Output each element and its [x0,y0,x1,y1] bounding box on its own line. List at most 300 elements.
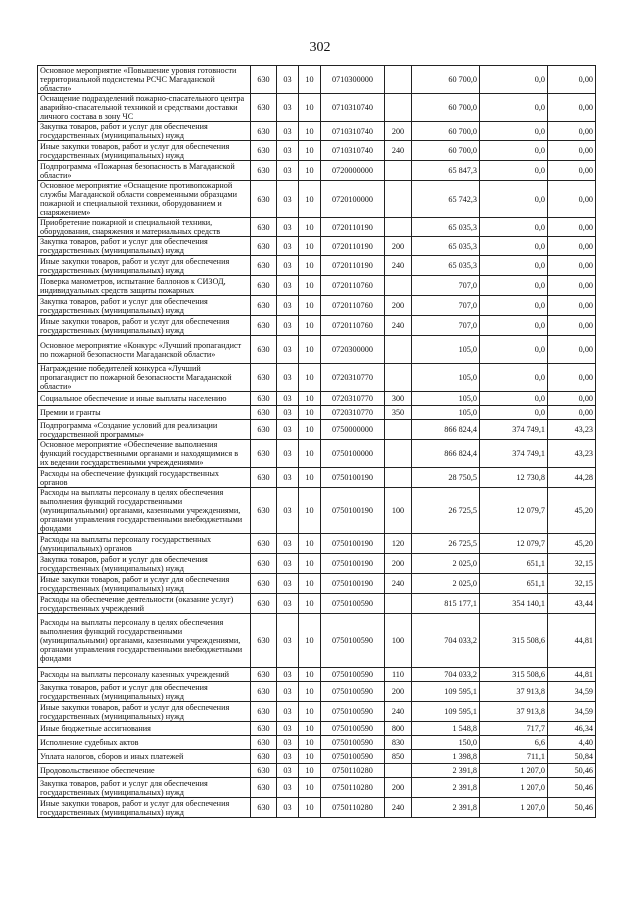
expense-type-code: 240 [385,256,412,276]
approved-amount: 60 700,0 [412,94,480,122]
table-row [38,468,596,488]
table-row [38,276,596,296]
row-name: Социальное обеспечение и иные выплаты населению [38,392,251,406]
approved-amount: 704 033,2 [412,668,480,682]
subsection-code: 10 [299,702,321,722]
expense-type-code: 120 [385,534,412,554]
row-name: Расходы на обеспечение функций государственных органов [38,468,251,488]
executed-amount: 0,0 [480,161,548,181]
admin-code: 630 [251,141,277,161]
section-code: 03 [277,66,299,94]
target-article-code: 0750100590 [321,736,385,750]
subsection-code: 10 [299,574,321,594]
expense-type-code: 240 [385,702,412,722]
section-code: 03 [277,736,299,750]
target-article-code: 0750100190 [321,534,385,554]
execution-percent: 50,46 [548,764,596,778]
section-code: 03 [277,316,299,336]
execution-percent: 46,34 [548,722,596,736]
row-name: Закупка товаров, работ и услуг для обеспечения государственных (муниципальных) нужд [38,554,251,574]
section-code: 03 [277,594,299,614]
section-code: 03 [277,702,299,722]
admin-code: 630 [251,614,277,668]
subsection-code: 10 [299,296,321,316]
executed-amount: 0,0 [480,336,548,364]
subsection-code: 10 [299,764,321,778]
subsection-code: 10 [299,420,321,440]
target-article-code: 0720110760 [321,276,385,296]
target-article-code: 0720110760 [321,316,385,336]
admin-code: 630 [251,218,277,237]
approved-amount: 866 824,4 [412,440,480,468]
admin-code: 630 [251,66,277,94]
execution-percent: 43,23 [548,420,596,440]
execution-percent: 0,00 [548,364,596,392]
target-article-code: 0750110280 [321,798,385,818]
section-code: 03 [277,406,299,420]
subsection-code: 10 [299,554,321,574]
expense-type-code: 100 [385,488,412,534]
subsection-code: 10 [299,392,321,406]
executed-amount: 717,7 [480,722,548,736]
executed-amount: 0,0 [480,141,548,161]
executed-amount: 0,0 [480,218,548,237]
approved-amount: 704 033,2 [412,614,480,668]
subsection-code: 10 [299,122,321,141]
target-article-code: 0720310770 [321,364,385,392]
execution-percent: 0,00 [548,122,596,141]
approved-amount: 65 035,3 [412,237,480,256]
target-article-code: 0750100590 [321,594,385,614]
admin-code: 630 [251,554,277,574]
approved-amount: 28 750,5 [412,468,480,488]
expense-type-code: 240 [385,141,412,161]
row-name: Закупка товаров, работ и услуг для обеспечения государственных (муниципальных) нужд [38,778,251,798]
approved-amount: 150,0 [412,736,480,750]
subsection-code: 10 [299,614,321,668]
executed-amount: 1 207,0 [480,764,548,778]
section-code: 03 [277,181,299,218]
approved-amount: 105,0 [412,336,480,364]
admin-code: 630 [251,406,277,420]
expense-type-code: 200 [385,296,412,316]
admin-code: 630 [251,574,277,594]
executed-amount: 374 749,1 [480,440,548,468]
execution-percent: 32,15 [548,554,596,574]
subsection-code: 10 [299,237,321,256]
approved-amount: 2 391,8 [412,778,480,798]
table-row [38,256,596,276]
approved-amount: 65 035,3 [412,218,480,237]
row-name: Уплата налогов, сборов и иных платежей [38,750,251,764]
approved-amount: 60 700,0 [412,66,480,94]
execution-percent: 0,00 [548,336,596,364]
table-row [38,614,596,668]
row-name: Основное мероприятие «Оснащение противопожарной службы Магаданской области современными образцами пожарной и специальной техники, оборудованием и снаряжением» [38,181,251,218]
section-code: 03 [277,122,299,141]
execution-percent: 44,81 [548,668,596,682]
subsection-code: 10 [299,722,321,736]
section-code: 03 [277,94,299,122]
row-name: Расходы на выплаты персоналу в целях обеспечения выполнения функций государственными (муниципальными) органами, казенными учреждениями, органами управления государственными внебюджетными фондами [38,614,251,668]
expense-type-code [385,364,412,392]
subsection-code: 10 [299,468,321,488]
admin-code: 630 [251,161,277,181]
target-article-code: 0720300000 [321,336,385,364]
table-row [38,161,596,181]
target-article-code: 0750100590 [321,614,385,668]
row-name: Приобретение пожарной и специальной техники, оборудования, снаряжения и материальных средств [38,218,251,237]
expense-type-code: 200 [385,237,412,256]
target-article-code: 0750110280 [321,778,385,798]
page-number: 302 [309,40,331,55]
expense-type-code: 850 [385,750,412,764]
target-article-code: 0750110280 [321,764,385,778]
row-name: Основное мероприятие «Обеспечение выполнения функций государственными органами и находящимися в их ведении государственными учреждениями» [38,440,251,468]
subsection-code: 10 [299,276,321,296]
execution-percent: 50,46 [548,798,596,818]
subsection-code: 10 [299,534,321,554]
section-code: 03 [277,764,299,778]
expense-type-code: 200 [385,122,412,141]
executed-amount: 0,0 [480,364,548,392]
target-article-code: 0750100590 [321,682,385,702]
expense-type-code: 240 [385,574,412,594]
expense-type-code [385,218,412,237]
admin-code: 630 [251,316,277,336]
admin-code: 630 [251,778,277,798]
target-article-code: 0720310770 [321,392,385,406]
section-code: 03 [277,668,299,682]
approved-amount: 26 725,5 [412,488,480,534]
row-name: Иные закупки товаров, работ и услуг для обеспечения государственных (муниципальных) нужд [38,798,251,818]
target-article-code: 0720100000 [321,181,385,218]
table-row [38,440,596,468]
target-article-code: 0720110190 [321,256,385,276]
table-row [38,702,596,722]
section-code: 03 [277,218,299,237]
admin-code: 630 [251,276,277,296]
approved-amount: 26 725,5 [412,534,480,554]
subsection-code: 10 [299,141,321,161]
target-article-code: 0750100190 [321,488,385,534]
section-code: 03 [277,554,299,574]
admin-code: 630 [251,702,277,722]
executed-amount: 37 913,8 [480,702,548,722]
target-article-code: 0720110190 [321,218,385,237]
approved-amount: 2 391,8 [412,764,480,778]
target-article-code: 0710310740 [321,94,385,122]
subsection-code: 10 [299,668,321,682]
executed-amount: 12 079,7 [480,488,548,534]
executed-amount: 0,0 [480,406,548,420]
target-article-code: 0750100590 [321,722,385,736]
section-code: 03 [277,574,299,594]
executed-amount: 0,0 [480,256,548,276]
table-row [38,534,596,554]
subsection-code: 10 [299,736,321,750]
section-code: 03 [277,256,299,276]
approved-amount: 109 595,1 [412,682,480,702]
approved-amount: 60 700,0 [412,141,480,161]
target-article-code: 0710310740 [321,122,385,141]
admin-code: 630 [251,336,277,364]
target-article-code: 0750100590 [321,750,385,764]
table-row [38,296,596,316]
admin-code: 630 [251,392,277,406]
row-name: Иные закупки товаров, работ и услуг для обеспечения государственных (муниципальных) нужд [38,702,251,722]
section-code: 03 [277,488,299,534]
target-article-code: 0720000000 [321,161,385,181]
budget-table [37,65,596,818]
execution-percent: 0,00 [548,237,596,256]
target-article-code: 0750100190 [321,468,385,488]
table-row [38,594,596,614]
admin-code: 630 [251,736,277,750]
subsection-code: 10 [299,488,321,534]
section-code: 03 [277,336,299,364]
section-code: 03 [277,798,299,818]
approved-amount: 1 398,8 [412,750,480,764]
expense-type-code [385,764,412,778]
table-row [38,798,596,818]
execution-percent: 45,20 [548,534,596,554]
target-article-code: 0750000000 [321,420,385,440]
target-article-code: 0750100190 [321,554,385,574]
section-code: 03 [277,420,299,440]
target-article-code: 0750100190 [321,574,385,594]
subsection-code: 10 [299,161,321,181]
target-article-code: 0720110190 [321,237,385,256]
executed-amount: 0,0 [480,66,548,94]
approved-amount: 707,0 [412,316,480,336]
section-code: 03 [277,682,299,702]
section-code: 03 [277,296,299,316]
executed-amount: 12 079,7 [480,534,548,554]
admin-code: 630 [251,798,277,818]
execution-percent: 44,28 [548,468,596,488]
row-name: Закупка товаров, работ и услуг для обеспечения государственных (муниципальных) нужд [38,682,251,702]
approved-amount: 60 700,0 [412,122,480,141]
approved-amount: 105,0 [412,364,480,392]
execution-percent: 50,46 [548,778,596,798]
execution-percent: 34,59 [548,682,596,702]
admin-code: 630 [251,594,277,614]
subsection-code: 10 [299,750,321,764]
table-row [38,764,596,778]
execution-percent: 45,20 [548,488,596,534]
admin-code: 630 [251,237,277,256]
target-article-code: 0750100000 [321,440,385,468]
execution-percent: 32,15 [548,574,596,594]
approved-amount: 65 847,3 [412,161,480,181]
row-name: Закупка товаров, работ и услуг для обеспечения государственных (муниципальных) нужд [38,122,251,141]
execution-percent: 0,00 [548,406,596,420]
table-row [38,316,596,336]
row-name: Основное мероприятие «Конкурс «Лучший пропагандист по пожарной безопасности Магаданской области» [38,336,251,364]
section-code: 03 [277,440,299,468]
execution-percent: 44,81 [548,614,596,668]
execution-percent: 50,84 [548,750,596,764]
row-name: Расходы на выплаты персоналу казенных учреждений [38,668,251,682]
admin-code: 630 [251,122,277,141]
expense-type-code [385,276,412,296]
approved-amount: 707,0 [412,276,480,296]
subsection-code: 10 [299,336,321,364]
row-name: Иные бюджетные ассигнования [38,722,251,736]
row-name: Расходы на выплаты персоналу государственных (муниципальных) органов [38,534,251,554]
executed-amount: 0,0 [480,94,548,122]
executed-amount: 6,6 [480,736,548,750]
execution-percent: 0,00 [548,141,596,161]
row-name: Расходы на выплаты персоналу в целях обеспечения выполнения функций государственными (муниципальными) органами, казенными учреждениями, органами управления государственными внебюджетными фондами [38,488,251,534]
row-name: Закупка товаров, работ и услуг для обеспечения государственных (муниципальных) нужд [38,296,251,316]
admin-code: 630 [251,764,277,778]
admin-code: 630 [251,94,277,122]
table-row [38,778,596,798]
expense-type-code: 240 [385,316,412,336]
approved-amount: 866 824,4 [412,420,480,440]
executed-amount: 1 207,0 [480,798,548,818]
executed-amount: 0,0 [480,316,548,336]
executed-amount: 0,0 [480,122,548,141]
expense-type-code [385,66,412,94]
expense-type-code: 110 [385,668,412,682]
row-name: Иные закупки товаров, работ и услуг для обеспечения государственных (муниципальных) нужд [38,316,251,336]
admin-code: 630 [251,722,277,736]
executed-amount: 0,0 [480,181,548,218]
row-name: Исполнение судебных актов [38,736,251,750]
expense-type-code: 800 [385,722,412,736]
execution-percent: 0,00 [548,316,596,336]
row-name: Подпрограмма «Пожарная безопасность в Магаданской области» [38,161,251,181]
row-name: Иные закупки товаров, работ и услуг для обеспечения государственных (муниципальных) нужд [38,141,251,161]
approved-amount: 2 025,0 [412,574,480,594]
expense-type-code [385,181,412,218]
section-code: 03 [277,392,299,406]
subsection-code: 10 [299,256,321,276]
row-name: Иные закупки товаров, работ и услуг для обеспечения государственных (муниципальных) нужд [38,574,251,594]
executed-amount: 0,0 [480,392,548,406]
executed-amount: 711,1 [480,750,548,764]
approved-amount: 1 548,8 [412,722,480,736]
execution-percent: 0,00 [548,94,596,122]
table-row [38,141,596,161]
target-article-code: 0750100590 [321,702,385,722]
subsection-code: 10 [299,218,321,237]
expense-type-code: 830 [385,736,412,750]
expense-type-code [385,161,412,181]
approved-amount: 815 177,1 [412,594,480,614]
expense-type-code: 240 [385,798,412,818]
expense-type-code: 300 [385,392,412,406]
executed-amount: 0,0 [480,276,548,296]
table-row [38,364,596,392]
execution-percent: 0,00 [548,66,596,94]
approved-amount: 65 742,3 [412,181,480,218]
row-name: Премии и гранты [38,406,251,420]
admin-code: 630 [251,682,277,702]
table-row [38,420,596,440]
approved-amount: 2 391,8 [412,798,480,818]
expense-type-code [385,336,412,364]
section-code: 03 [277,161,299,181]
admin-code: 630 [251,256,277,276]
row-name: Оснащение подразделений пожарно-спасательного центра аварийно-спасательной техникой и средствами доставки личного состава в зону ЧС [38,94,251,122]
expense-type-code [385,468,412,488]
subsection-code: 10 [299,682,321,702]
section-code: 03 [277,141,299,161]
executed-amount: 0,0 [480,296,548,316]
table-row [38,66,596,94]
subsection-code: 10 [299,406,321,420]
table-row [38,722,596,736]
row-name: Поверка манометров, испытание баллонов к СИЗОД, индивидуальных средств защиты пожарных [38,276,251,296]
target-article-code: 0720310770 [321,406,385,420]
row-name: Подпрограмма «Создание условий для реализации государственной программы» [38,420,251,440]
execution-percent: 0,00 [548,256,596,276]
execution-percent: 4,40 [548,736,596,750]
approved-amount: 105,0 [412,406,480,420]
approved-amount: 707,0 [412,296,480,316]
table-row [38,392,596,406]
table-row [38,668,596,682]
admin-code: 630 [251,488,277,534]
executed-amount: 651,1 [480,554,548,574]
approved-amount: 2 025,0 [412,554,480,574]
executed-amount: 354 140,1 [480,594,548,614]
table-row [38,554,596,574]
target-article-code: 0750100590 [321,668,385,682]
admin-code: 630 [251,440,277,468]
section-code: 03 [277,276,299,296]
execution-percent: 43,44 [548,594,596,614]
approved-amount: 105,0 [412,392,480,406]
expense-type-code: 350 [385,406,412,420]
section-code: 03 [277,778,299,798]
subsection-code: 10 [299,440,321,468]
execution-percent: 0,00 [548,181,596,218]
row-name: Закупка товаров, работ и услуг для обеспечения государственных (муниципальных) нужд [38,237,251,256]
table-row [38,682,596,702]
executed-amount: 0,0 [480,237,548,256]
subsection-code: 10 [299,66,321,94]
execution-percent: 0,00 [548,161,596,181]
row-name: Основное мероприятие «Повышение уровня готовности территориальной подсистемы РСЧС Магаданской области» [38,66,251,94]
target-article-code: 0710310740 [321,141,385,161]
row-name: Иные закупки товаров, работ и услуг для обеспечения государственных (муниципальных) нужд [38,256,251,276]
row-name: Награждение победителей конкурса «Лучший пропагандист по пожарной безопасности Магаданской области» [38,364,251,392]
section-code: 03 [277,468,299,488]
table-row [38,122,596,141]
execution-percent: 0,00 [548,392,596,406]
admin-code: 630 [251,296,277,316]
executed-amount: 374 749,1 [480,420,548,440]
subsection-code: 10 [299,778,321,798]
admin-code: 630 [251,668,277,682]
admin-code: 630 [251,468,277,488]
table-row [38,736,596,750]
table-row [38,336,596,364]
table-row [38,574,596,594]
subsection-code: 10 [299,94,321,122]
expense-type-code [385,594,412,614]
row-name: Продовольственное обеспечение [38,764,251,778]
subsection-code: 10 [299,316,321,336]
table-body [38,66,596,818]
subsection-code: 10 [299,798,321,818]
expense-type-code: 200 [385,682,412,702]
